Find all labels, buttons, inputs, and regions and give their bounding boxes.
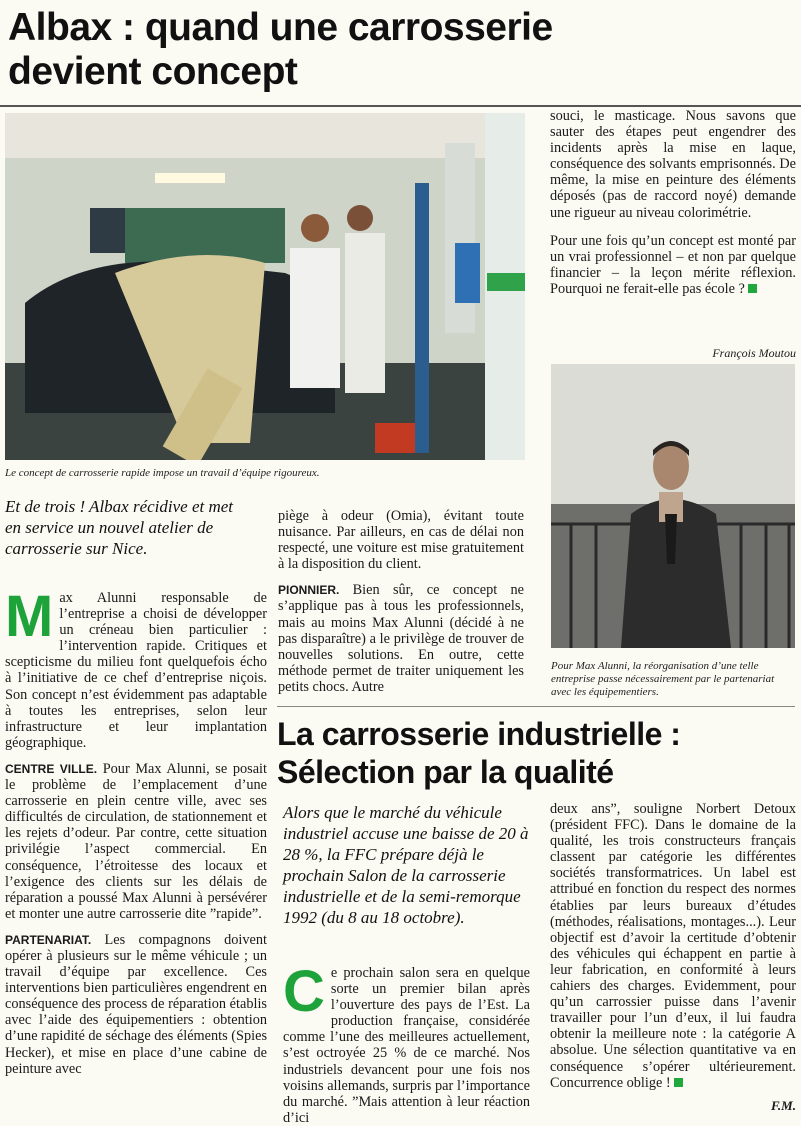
pionnier-text: Bien sûr, ce concept ne s’applique pas à tous les professionnels, mais au moins Max Alunni (décidé à ne pas disparaître) a le privilège de trouver de nouvelles solutions. En outre, cette méthode permet de traiter uniquement les petits chocs. Autre — [278, 582, 524, 695]
article1-dropcap: M — [5, 584, 54, 649]
article2-col1-text: e prochain salon sera en quelque sorte un premier bilan après l’ouverture des pays de l’Est. La production française, considérée comme l’une des meilleures actuellement, s’est octroyée 25 % de ce marché. Nos industriels devancent pour une fois nos voisins allemands, surpris par l’importance du marché. ”Mais attention à leur réaction d’ici — [283, 965, 530, 1126]
article1-column3 — [550, 108, 796, 297]
article1-col2-text: piège à odeur (Omia), évitant toute nuisance. Par ailleurs, en cas de délai non respecté, une voiture est mise gratuitement à la disposition du client. — [278, 508, 524, 573]
centre-ville-label: CENTRE VILLE. — [5, 761, 98, 776]
article2-headline — [277, 715, 797, 791]
partenariat-text: Les compagnons doivent opérer à plusieurs sur le même véhicule ; un travail d’équipe par excellence. Ces interventions bien particulières engendrent en conséquence des process de réparation établis avec l’aide des équipementiers : obtention d’une rapidité de séchage des éléments (Spies Hecker), et mise en place d’une cabine de peinture avec — [5, 931, 268, 1077]
article2-headline-line2: Sélection par la qualité — [277, 754, 614, 790]
article2-signature: F.M. — [770, 1098, 796, 1113]
article1-paragraph-intro — [5, 584, 267, 751]
end-mark-icon — [748, 284, 757, 293]
centre-ville-text: Pour Max Alunni, se posait le problème de l’emplacement d’une carrosserie en plein centre ville, avec ses difficultés de circulation, de stationnement et les rejets d’odeur. Par contre, cette situation privilégie l’aspect commercial. En conséquence, l’étroitesse des locaux et l’exigence des clients sur les délais de réparation a poussé Max Alunni à persévérer et monter une autre carrosserie dite ”rapide”. — [5, 760, 267, 922]
top-rule — [0, 105, 801, 107]
article2-col2-text: deux ans”, souligne Norbert Detoux (président FFC). Dans le domaine de la qualité, les trois constructeurs français classent par catégorie les différentes sociétés transformatrices. Un label est attribué en fonction du respect des normes établies par leurs bureaux d’études (méthodes, réalisations, montages...). Leur objectif est d’avoir la certitude d’obtenir des véhicules qui échappent en partie à leur fabrication, en conformité à leurs cahiers des charges. Evidemment, pour qu’un carrossier puisse dans l’avenir travailler pour l’un d’eux, il lui faudra obtenir la meilleure note : la catégorie A absolue. Une sélection quantitative va en conséquence s’opérer ultérieurement. Concurrence oblige ! — [550, 801, 796, 1091]
partenariat-label: PARTENARIAT. — [5, 932, 92, 947]
article1-col3-text2: Pour une fois qu’un concept est monté par un vrai professionnel – et non par quelque financier – la leçon mérite réflexion. Pourquoi ne ferait-elle pas école ? — [550, 232, 796, 297]
portrait-photo-caption: Pour Max Alunni, la réorganisation d’une telle entreprise passe nécessairement par le partenariat avec les équipementiers. — [551, 660, 775, 698]
article1-column1 — [5, 584, 268, 1077]
article2-paragraph-main — [550, 801, 796, 1091]
article2-column2 — [550, 801, 796, 1091]
article2-headline-line1: La carrosserie industrielle : — [277, 716, 681, 752]
article2-end-mark-icon — [674, 1078, 683, 1087]
article1-col3-text1: souci, le masticage. Nous savons que sauter des étapes peut engendrer des incidents après la mise en laque, conséquence des solvants emprisonnés. De même, la mise en peinture des éléments déposés (pas de raccord noyé) demande une rigueur au niveau colorimétrie. — [550, 108, 796, 221]
article1-column2 — [278, 508, 524, 695]
article2-column1 — [283, 959, 530, 1126]
article2-top-rule — [277, 706, 795, 707]
article2-dropcap: C — [283, 959, 325, 1024]
article1-paragraph-centre — [5, 761, 267, 922]
article1-intro-text: ax Alunni responsable de l’entreprise a choisi de développer un créneau bien particulier : l’intervention rapide. Critiques et scepticisme du milieu font quelquefois écho à l’initiative de ce chef d’entreprise niçois. Son concept n’est évidemment pas adaptable à toutes les entreprises, selon leur infrastructure et leur implantation géographique. — [5, 590, 267, 751]
workshop-photo-caption: Le concept de carrosserie rapide impose un travail d’équipe rigoureux. — [5, 467, 320, 479]
article1-col3-conclusion — [550, 233, 796, 297]
article1-headline-line2: devient concept — [8, 50, 298, 93]
article2-lead: Alors que le marché du véhicule industriel accuse une baisse de 20 à 28 %, la FFC prépare déjà le prochain Salon de la carrosserie industrielle et de la semi-remorque 1992 (du 8 au 18 octobre). — [283, 803, 529, 927]
article1-lead: Et de trois ! Albax récidive et met en service un nouvel atelier de carrosserie sur Nice. — [5, 497, 234, 558]
article1-paragraph-pionnier — [278, 582, 524, 695]
article2-paragraph-intro — [283, 959, 530, 1126]
pionnier-label: PIONNIER. — [278, 583, 340, 598]
article1-headline — [8, 6, 788, 94]
portrait-photo — [551, 364, 795, 648]
workshop-photo-drawing — [5, 113, 525, 460]
article1-paragraph-partenariat — [5, 932, 267, 1077]
workshop-photo — [5, 113, 525, 460]
article1-signature: François Moutou — [712, 346, 796, 360]
portrait-photo-drawing — [551, 364, 795, 648]
article1-headline-line1: Albax : quand une carrosserie — [8, 6, 553, 49]
